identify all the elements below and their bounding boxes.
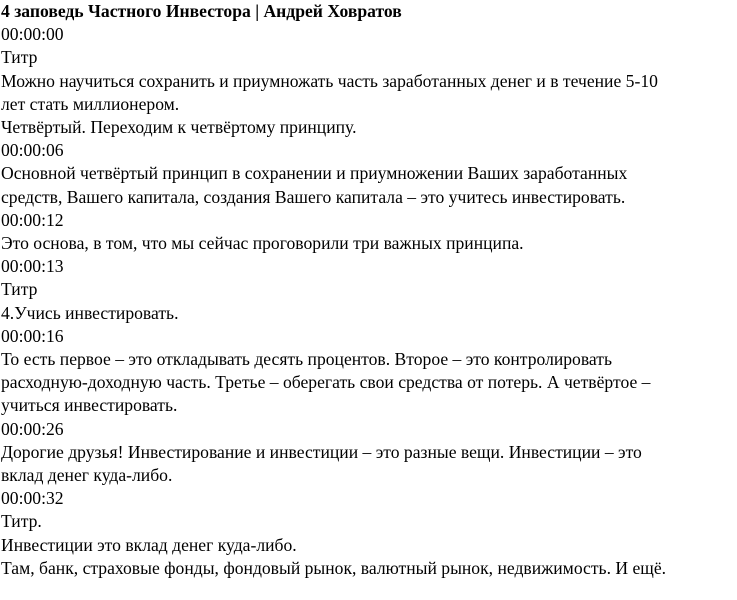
transcript-line: средств, Вашего капитала, создания Вашего капитала – это учитесь инвестировать.	[1, 186, 626, 207]
timestamp: 00:00:13	[1, 256, 64, 277]
timestamp: 00:00:06	[1, 140, 64, 161]
timestamp: 00:00:00	[1, 24, 64, 45]
transcript-page	[1, 0, 735, 580]
document-title: 4 заповедь Частного Инвестора | Андрей Ховратов	[1, 1, 402, 21]
transcript-line: учиться инвестировать.	[1, 395, 178, 416]
timestamp: 00:00:16	[1, 325, 64, 346]
caption-label: Титр.	[1, 511, 42, 532]
transcript-line: лет стать миллионером.	[1, 93, 180, 114]
transcript-line: Это основа, в том, что мы сейчас проговорили три важных принципа.	[1, 233, 524, 254]
timestamp: 00:00:26	[1, 418, 64, 439]
transcript-line: То есть первое – это откладывать десять процентов. Второе – это контролировать	[1, 349, 612, 370]
transcript-line: Инвестиции это вклад денег куда-либо.	[1, 534, 297, 555]
caption-label: Титр	[1, 279, 38, 300]
transcript-line: расходную-доходную часть. Третье – оберегать свои средства от потерь. А четвёртое –	[1, 372, 651, 393]
timestamp: 00:00:32	[1, 488, 64, 509]
transcript-line: Там, банк, страховые фонды, фондовый рынок, валютный рынок, недвижимость. И ещё.	[1, 557, 667, 578]
transcript-line: Основной четвёртый принцип в сохранении и приумножении Ваших заработанных	[1, 163, 628, 184]
transcript-line: Четвёртый. Переходим к четвёртому принципу.	[1, 117, 357, 138]
transcript-line: Можно научиться сохранить и приумножать часть заработанных денег и в течение 5-10	[1, 70, 658, 91]
transcript-line: Дорогие друзья! Инвестирование и инвестиции – это разные вещи. Инвестиции – это	[1, 441, 642, 462]
timestamp: 00:00:12	[1, 209, 64, 230]
caption-text: 4.Учись инвестировать.	[1, 302, 179, 323]
caption-label: Титр	[1, 47, 38, 68]
transcript-line: вклад денег куда-либо.	[1, 465, 173, 486]
